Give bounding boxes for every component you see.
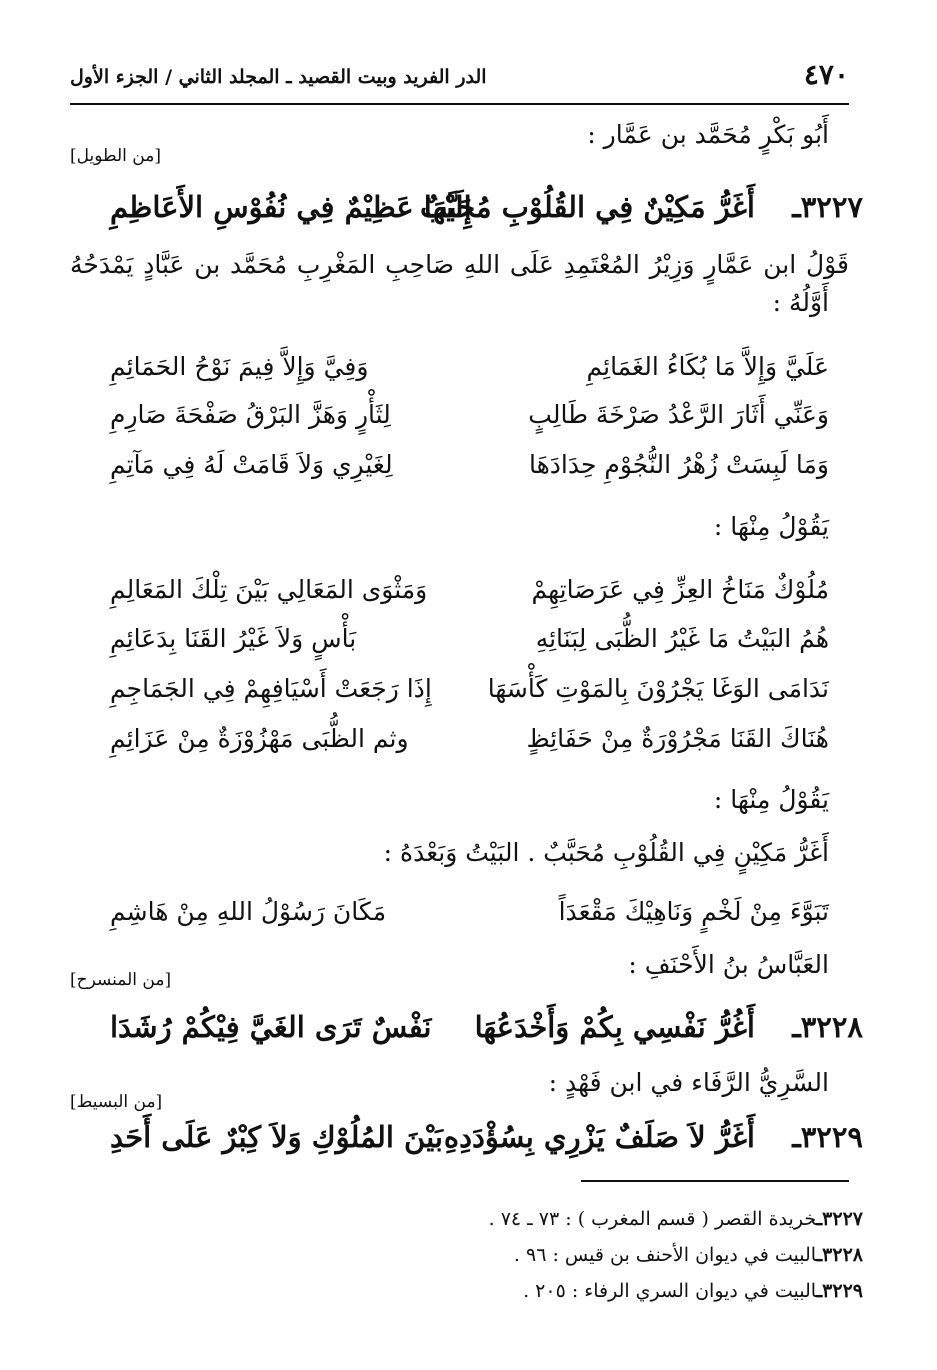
first-hemistich: وَعَنِّي أَثَارَ الرَّعْدُ صَرْخَةَ طَالِبٍ: [528, 400, 829, 429]
meter-label: [من الطويل]: [70, 146, 161, 166]
second-hemistich: وَفِيَّ وَإِلاَّ فِيمَ نَوْحُ الحَمَائِمِ: [110, 352, 369, 381]
second-hemistich: بَيْنَ المُلُوْكِ وَلاَ كِبْرٌ عَلَى أَحَدِ: [110, 1120, 443, 1154]
footnote-number: ٣٢٢٨ـ: [816, 1244, 863, 1266]
says-from-it: يَقُوْلُ مِنْهَا :: [713, 512, 829, 541]
entry-intro: السَّرِيُّ الرَّفَاء في ابن فَهْدٍ :: [548, 1068, 829, 1097]
second-hemistich: بَأْسٍ وَلاَ غَيْرُ القَنَا بِدَعَائِمِ: [110, 624, 357, 653]
first-hemistich: تَبَوَّءَ مِنْ لَخْمٍ وَنَاهِيْكَ مَقْعَدَاً: [558, 897, 829, 926]
second-hemistich: إِذَا رَجَعَتْ أَسْيَافِهِمْ فِي الجَمَاجِمِ: [110, 674, 432, 703]
second-hemistich: وَمَثْوَى المَعَالِي بَيْنَ تِلْكَ المَعَالِمِ: [110, 575, 428, 604]
poem-couplet: [70, 897, 849, 937]
poem-couplet: [70, 674, 849, 714]
footnote-number: ٣٢٢٧ـ: [816, 1208, 863, 1230]
first-hemistich: هُنَاكَ القَنَا مَجْرُوْرَةٌ مِنْ حَفَائِظٍ: [526, 724, 829, 753]
second-hemistich: نَفْسٌ تَرَى الغَيَّ فِيْكُمْ رُشَدَا: [110, 1010, 432, 1044]
first-hemistich: مُلُوْكٌ مَنَاخُ العِزِّ فِي عَرَصَاتِهِمْ: [531, 575, 829, 604]
footnote-number: ٣٢٢٩ـ: [816, 1280, 863, 1302]
first-hemistich: وَمَا لَبِسَتْ زُهْرُ النُّجُوْمِ حِدَادَهَا: [528, 450, 829, 479]
first-hemistich: أَغَرُّ مَكِيْنٌ فِي القُلُوْبِ مُحَبَّبٌ: [420, 190, 755, 224]
first-hemistich: أَغُرُّ نَفْسِي بِكُمْ وَأَخْدَعُهَا: [474, 1010, 755, 1044]
second-hemistich: مَكَانَ رَسُوْلُ اللهِ مِنْ هَاشِمِ: [110, 897, 387, 926]
footnote: [523, 1280, 863, 1302]
page-header: [70, 58, 849, 100]
poem-couplet: [70, 724, 849, 764]
first-hemistich: أَغَرُّ لاَ صَلَفٌ يَزْرِي بِسُؤْدَدِهِ: [443, 1120, 755, 1154]
main-verse: [70, 1010, 863, 1056]
first-hemistich: نَدَامَى الوَغَا يَجْرُوْنَ بِالمَوْتِ كَأْسَهَا: [487, 674, 829, 703]
second-hemistich: إِلَيْهَا عَظِيْمٌ فِي نُفُوْسِ الأَعَاظِمِ: [110, 190, 472, 224]
verse-number: ٣٢٢٩ـ: [792, 1120, 863, 1154]
poem-couplet: [70, 400, 849, 440]
commentary-prose: قَوْلُ ابن عَمَّارٍ وَزِيْرُ المُعْتَمِدِ عَلَى اللهِ صَاحِبِ المَغْرِبِ مُحَمَّد بن عَبَّادٍ يَمْدَحُهُ: [70, 250, 849, 279]
verse-number: ٣٢٢٧ـ: [792, 190, 863, 224]
second-hemistich: لِغَيْرِي وَلاَ قَامَتْ لَهُ فِي مَآتِمِ: [110, 450, 393, 479]
footnote: [489, 1208, 863, 1230]
commentary-prose-tail: أَوَّلُهُ :: [772, 288, 829, 317]
footnote-divider: [581, 1180, 849, 1182]
footnote-text: البيت في ديوان الأحنف بن قيس : ٩٦ .: [513, 1244, 817, 1266]
footnote-text: خريدة القصر ( قسم المغرب ) : ٧٣ ـ ٧٤ .: [488, 1208, 817, 1230]
header-divider: [70, 103, 849, 105]
says-from-it: يَقُوْلُ مِنْهَا :: [713, 785, 829, 814]
verse-number: ٣٢٢٨ـ: [792, 1010, 863, 1044]
poem-couplet: [70, 624, 849, 664]
main-verse: [70, 1120, 863, 1166]
running-title: الدر الفريد وبيت القصيد ـ المجلد الثاني / الجزء الأول: [70, 66, 487, 88]
poem-couplet: [70, 450, 849, 490]
poem-couplet: [70, 352, 849, 392]
first-hemistich: عَلَيَّ وَإِلاَّ مَا بُكَاءُ الغَمَائِمِ: [586, 352, 829, 381]
footnote-text: البيت في ديوان السري الرفاء : ٢٠٥ .: [523, 1280, 817, 1302]
second-hemistich: لِثَأْرٍ وَهَزَّ البَرْقُ صَفْحَةَ صَارِمِ: [110, 400, 391, 429]
verse-reference: أَغَرُّ مَكِيْنٍ فِي القُلُوْبِ مُحَبَّبٌ . البَيْتُ وَبَعْدَهُ :: [383, 838, 829, 867]
meter-label: [من المنسرح]: [70, 970, 172, 990]
page-number: ٤٧٠: [803, 58, 849, 91]
entry-intro: أَبُو بَكْرٍ مُحَمَّد بن عَمَّار :: [587, 120, 829, 149]
poem-couplet: [70, 575, 849, 615]
entry-intro: العَبَّاسُ بنُ الأَحْنَفِ :: [628, 950, 829, 979]
second-hemistich: وثم الظُّبَى مَهْزُوْزَةٌ مِنْ عَزَائِمِ: [110, 724, 409, 753]
main-verse: [70, 190, 863, 236]
first-hemistich: هُمُ البَيْتُ مَا غَيْرُ الظُّبَى لِبَنَائِهِ: [535, 624, 829, 653]
meter-label: [من البسيط]: [70, 1092, 163, 1112]
footnote: [514, 1244, 863, 1266]
